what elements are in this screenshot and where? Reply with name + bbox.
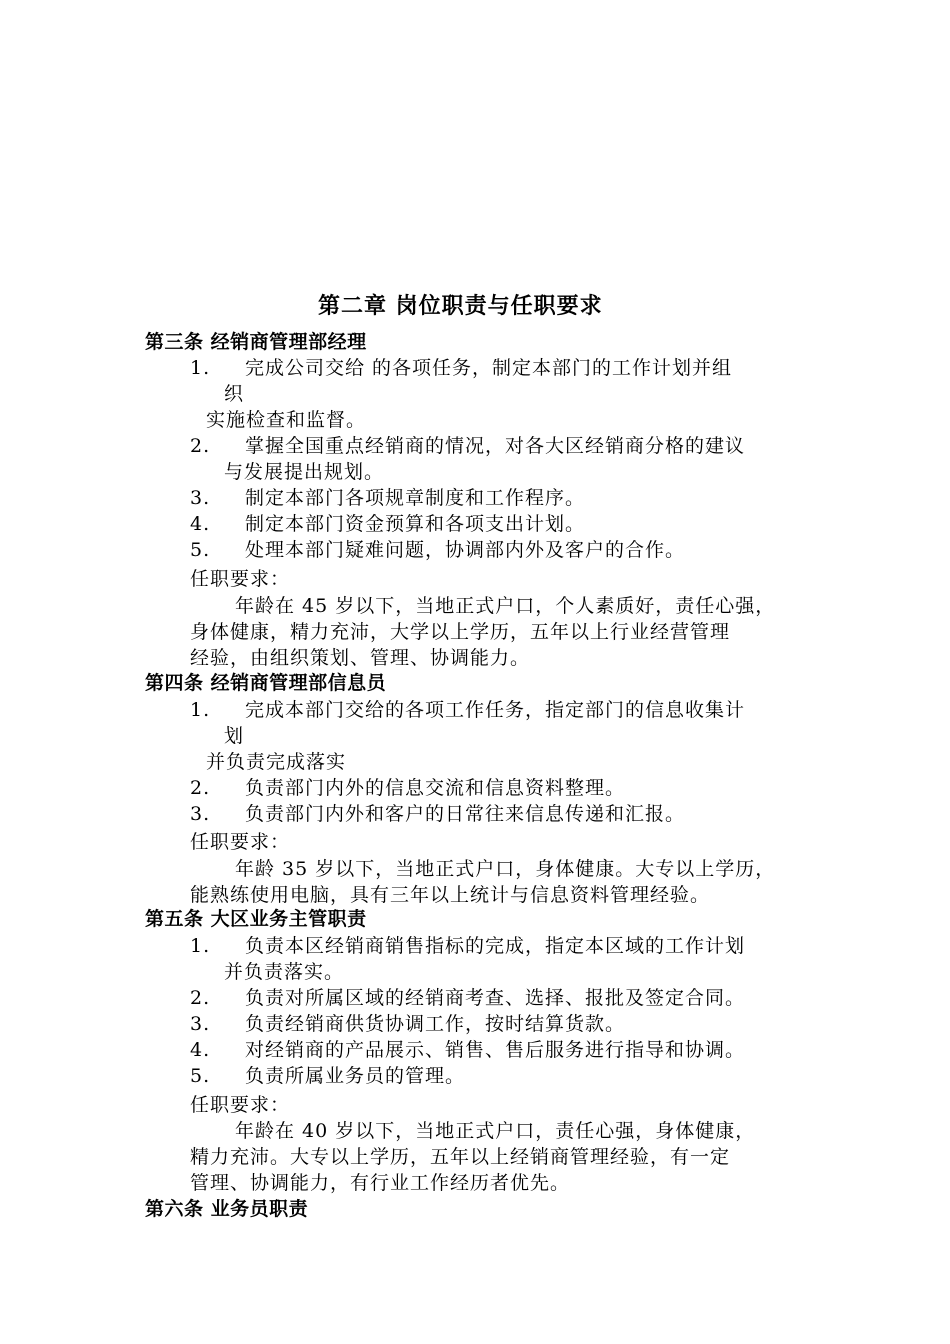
requirements-text: 年龄在 45 岁以下，当地正式户口，个人素质好，责任心强， bbox=[235, 595, 776, 617]
list-item-text: 对经销商的产品展示、销售、售后服务进行指导和协调。 bbox=[245, 1039, 746, 1061]
list-item-number: 3. bbox=[190, 487, 211, 509]
list-item-text: 完成公司交给 的各项任务，制定本部门的工作计划并组 bbox=[245, 357, 733, 379]
list-item-number: 1. bbox=[190, 357, 211, 379]
list-item-number: 5. bbox=[190, 1065, 211, 1087]
requirements-text: 年龄 35 岁以下，当地正式户口，身体健康。大专以上学历， bbox=[235, 858, 776, 880]
section-heading: 第四条 经销商管理部信息员 bbox=[145, 672, 387, 694]
list-item-text: 实施检查和监督。 bbox=[206, 409, 367, 431]
list-item-number: 1. bbox=[190, 699, 211, 721]
list-item-text: 划 bbox=[224, 725, 245, 747]
requirements-text: 能熟练使用电脑，具有三年以上统计与信息资料管理经验。 bbox=[190, 884, 711, 906]
requirements-text: 年龄在 40 岁以下，当地正式户口，责任心强，身体健康， bbox=[235, 1120, 756, 1142]
chapter-title: 第二章 岗位职责与任职要求 bbox=[318, 294, 603, 319]
requirements-text: 身体健康，精力充沛，大学以上学历，五年以上行业经营管理 bbox=[190, 621, 731, 643]
list-item-number: 2. bbox=[190, 987, 211, 1009]
section-heading: 第六条 业务员职责 bbox=[145, 1198, 309, 1220]
list-item-number: 2. bbox=[190, 777, 211, 799]
list-item-text: 负责所属业务员的管理。 bbox=[245, 1065, 466, 1087]
section-heading: 第三条 经销商管理部经理 bbox=[145, 331, 367, 353]
list-item-text: 制定本部门各项规章制度和工作程序。 bbox=[245, 487, 586, 509]
list-item-text: 负责部门内外和客户的日常往来信息传递和汇报。 bbox=[245, 803, 686, 825]
list-item-text: 制定本部门资金预算和各项支出计划。 bbox=[245, 513, 586, 535]
list-item-number: 2. bbox=[190, 435, 211, 457]
list-item-text: 织 bbox=[224, 383, 245, 405]
requirements-text: 管理、协调能力，有行业工作经历者优先。 bbox=[190, 1172, 571, 1194]
requirements-text: 经验，由组织策划、管理、协调能力。 bbox=[190, 647, 531, 669]
list-item-number: 4. bbox=[190, 1039, 211, 1061]
requirements-text: 精力充沛。大专以上学历，五年以上经销商管理经验，有一定 bbox=[190, 1146, 731, 1168]
section-heading: 第五条 大区业务主管职责 bbox=[145, 908, 367, 930]
list-item-text: 负责经销商供货协调工作，按时结算货款。 bbox=[245, 1013, 626, 1035]
requirements-label: 任职要求： bbox=[190, 568, 291, 590]
list-item-text: 并负责完成落实 bbox=[206, 751, 347, 773]
list-item-text: 负责本区经销商销售指标的完成，指定本区域的工作计划 bbox=[245, 935, 746, 957]
list-item-number: 1. bbox=[190, 935, 211, 957]
requirements-label: 任职要求： bbox=[190, 1094, 291, 1116]
list-item-text: 处理本部门疑难问题，协调部内外及客户的合作。 bbox=[245, 539, 686, 561]
list-item-text: 负责对所属区域的经销商考查、选择、报批及签定合同。 bbox=[245, 987, 746, 1009]
list-item-text: 负责部门内外的信息交流和信息资料整理。 bbox=[245, 777, 626, 799]
list-item-number: 5. bbox=[190, 539, 211, 561]
list-item-number: 3. bbox=[190, 803, 211, 825]
requirements-label: 任职要求： bbox=[190, 831, 291, 853]
list-item-text: 并负责落实。 bbox=[224, 961, 345, 983]
list-item-text: 完成本部门交给的各项工作任务，指定部门的信息收集计 bbox=[245, 699, 746, 721]
list-item-number: 3. bbox=[190, 1013, 211, 1035]
list-item-text: 与发展提出规划。 bbox=[224, 461, 385, 483]
list-item-text: 掌握全国重点经销商的情况，对各大区经销商分格的建议 bbox=[245, 435, 746, 457]
list-item-number: 4. bbox=[190, 513, 211, 535]
